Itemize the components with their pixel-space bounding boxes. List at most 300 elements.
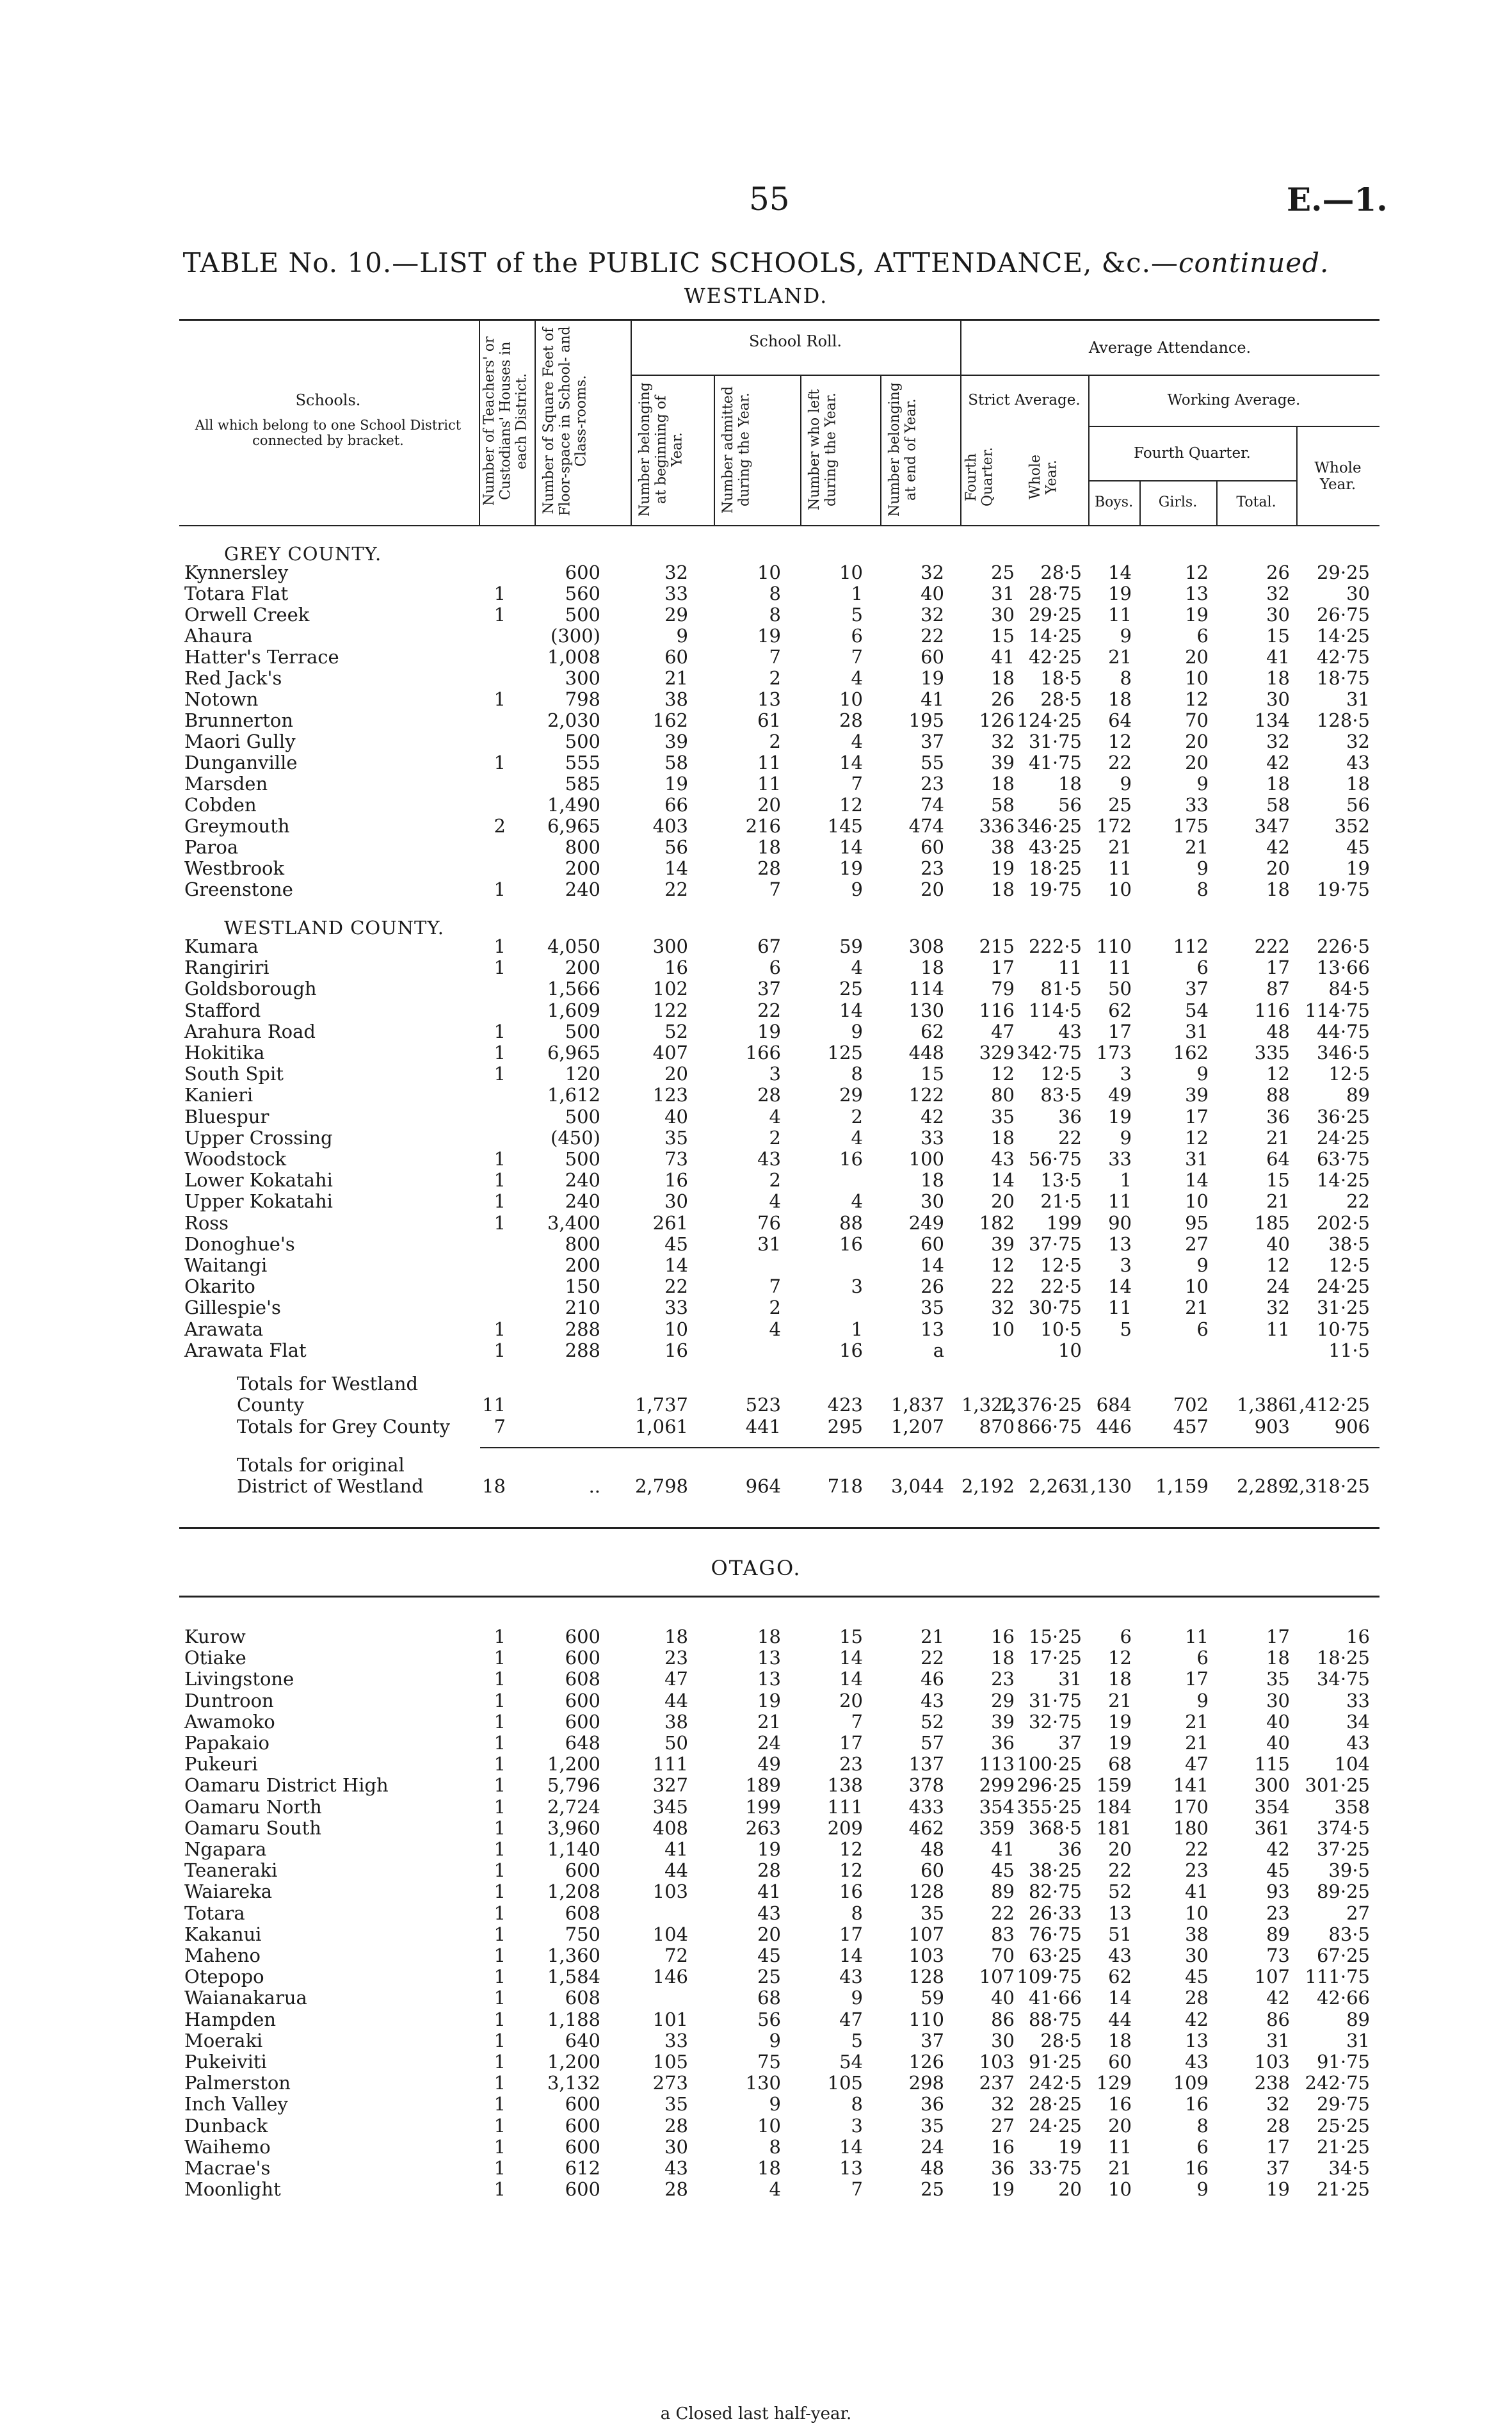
cell: 1 xyxy=(494,1647,506,1669)
cell: 9 xyxy=(1196,1254,1209,1276)
cell: 33·75 xyxy=(1028,2157,1082,2179)
cell: 31 xyxy=(1346,2029,1370,2051)
total-cell: 1,322 xyxy=(961,1394,1015,1416)
school-name: Notown xyxy=(184,688,259,710)
school-name: Kynnersley xyxy=(184,562,289,583)
school-name: Papakaio xyxy=(184,1732,269,1754)
cell: 8 xyxy=(769,604,781,626)
cell: 19 xyxy=(664,773,688,795)
school-name: Cobden xyxy=(184,794,257,816)
cell: 21 xyxy=(664,667,688,689)
cell: 20 xyxy=(1058,2178,1082,2201)
otago-row xyxy=(0,1647,1512,1669)
westland-county-row xyxy=(0,1297,1512,1318)
cell: 20 xyxy=(757,794,781,816)
cell: 4 xyxy=(769,1105,781,1128)
cell: 30 xyxy=(1266,688,1290,710)
cell: 47 xyxy=(839,2008,863,2030)
grey-county-row xyxy=(0,858,1512,879)
cell: 31 xyxy=(1266,2029,1290,2051)
cell: 84·5 xyxy=(1328,978,1370,1000)
cell: 22 xyxy=(664,1275,688,1298)
cell: 88 xyxy=(839,1211,863,1234)
totals-label: Totals for Westland County xyxy=(237,1373,419,1416)
cell: 358 xyxy=(1334,1795,1370,1818)
cell: 22 xyxy=(1108,1859,1132,1882)
cell: 16 xyxy=(1346,1626,1370,1647)
cell: 18·75 xyxy=(1316,667,1370,689)
cell: 11 xyxy=(757,752,781,773)
otago-row xyxy=(0,1690,1512,1711)
cell: 39 xyxy=(664,731,688,752)
cell: 10 xyxy=(839,688,863,710)
cell: 222 xyxy=(1254,935,1290,957)
cell: 448 xyxy=(908,1042,944,1064)
cell: 32 xyxy=(991,1297,1015,1319)
cell: 600 xyxy=(565,2114,600,2137)
school-roll-header: School Roll. xyxy=(748,332,842,350)
cell: 19 xyxy=(1108,1732,1132,1754)
school-name: Duntroon xyxy=(184,1689,274,1711)
cell: 21 xyxy=(1185,1710,1209,1733)
cell: 40 xyxy=(1266,1233,1290,1255)
cell: 122 xyxy=(652,999,688,1021)
cell: 9 xyxy=(1196,773,1209,795)
cell: 61 xyxy=(757,709,781,731)
cell: 17 xyxy=(1185,1105,1209,1128)
cell: 86 xyxy=(991,2008,1015,2030)
cell: 22 xyxy=(1058,1126,1082,1149)
cell: 14 xyxy=(839,752,863,773)
cell: 13 xyxy=(1108,1902,1132,1924)
cell: 8 xyxy=(851,1902,863,1924)
cell: 16 xyxy=(1185,2093,1209,2115)
cell: 22 xyxy=(1185,1838,1209,1860)
westland-county-row xyxy=(0,978,1512,999)
cell: 20 xyxy=(1185,646,1209,668)
cell: 14 xyxy=(839,1668,863,1690)
cell: 126 xyxy=(908,2051,944,2073)
cell: 9 xyxy=(769,2029,781,2051)
cell: 7 xyxy=(851,646,863,668)
cell: 1,208 xyxy=(547,1881,600,1903)
cell: 22 xyxy=(921,1647,944,1669)
cell: 288 xyxy=(565,1339,600,1361)
cell: 12 xyxy=(1108,731,1132,752)
cell: (300) xyxy=(551,625,600,647)
cell: 6 xyxy=(1196,1318,1209,1340)
school-name: Lower Kokatahi xyxy=(184,1169,333,1192)
cell: 170 xyxy=(1173,1795,1209,1818)
total-cell: 1,159 xyxy=(1155,1475,1209,1497)
grey-county-row xyxy=(0,816,1512,837)
otago-row xyxy=(0,2030,1512,2051)
school-name: Hatter's Terrace xyxy=(184,646,339,668)
cell: 22 xyxy=(1108,752,1132,773)
cell: 145 xyxy=(827,815,863,837)
cell: 37·75 xyxy=(1028,1233,1082,1255)
cell: 24 xyxy=(1266,1275,1290,1298)
cell: 173 xyxy=(1096,1042,1132,1064)
cell: 199 xyxy=(1046,1211,1082,1234)
cell: 57 xyxy=(921,1732,944,1754)
cell: 500 xyxy=(565,731,600,752)
cell: 15 xyxy=(921,1063,944,1085)
working-header: Working Average. xyxy=(1167,392,1301,409)
school-name: Palmerston xyxy=(184,2072,291,2094)
cell: 111·75 xyxy=(1305,1966,1370,1988)
cell: 16 xyxy=(664,1169,688,1192)
cell: 107 xyxy=(908,1923,944,1945)
cell: 21 xyxy=(1266,1126,1290,1149)
cell: 48 xyxy=(921,1838,944,1860)
cell: 1 xyxy=(494,1816,506,1839)
cell: 42 xyxy=(1266,1838,1290,1860)
total-cell: 718 xyxy=(827,1475,863,1497)
cell: 120 xyxy=(565,1063,600,1085)
cell: 36 xyxy=(921,2093,944,2115)
cell: 116 xyxy=(979,999,1015,1021)
cell: 58 xyxy=(1266,794,1290,816)
cell: 1 xyxy=(494,1774,506,1797)
cell: 1,008 xyxy=(547,646,600,668)
total-cell: 870 xyxy=(979,1416,1015,1437)
cell: 1 xyxy=(494,2008,506,2030)
cell: 1 xyxy=(851,1318,863,1340)
cell: 111 xyxy=(827,1795,863,1818)
cell: 1 xyxy=(494,2157,506,2179)
cell: 19 xyxy=(757,1020,781,1042)
cell: 750 xyxy=(565,1923,600,1945)
cell: 44 xyxy=(1108,2008,1132,2030)
cell: 20 xyxy=(1108,2114,1132,2137)
cell: 222·5 xyxy=(1028,935,1082,957)
cell: 408 xyxy=(652,1816,688,1839)
cell: 1 xyxy=(1120,1169,1132,1192)
cell: 1 xyxy=(494,604,506,626)
strict-year-header: Whole Year. xyxy=(1027,454,1060,500)
cell: 9 xyxy=(1196,857,1209,879)
school-name: Otiake xyxy=(184,1647,246,1669)
cell: 20 xyxy=(921,878,944,900)
cell: 354 xyxy=(1254,1795,1290,1818)
school-name: Arawata Flat xyxy=(184,1339,307,1361)
cell: 107 xyxy=(1254,1966,1290,1988)
cell: 40 xyxy=(991,1987,1015,2009)
grey-county-heading: GREY COUNTY. xyxy=(224,543,382,565)
cell: 35 xyxy=(664,2093,688,2115)
cell: 19·75 xyxy=(1316,878,1370,900)
cell: 21·25 xyxy=(1316,2178,1370,2201)
cell: 162 xyxy=(1173,1042,1209,1064)
cell: 361 xyxy=(1254,1816,1290,1839)
cell: 237 xyxy=(979,2072,1015,2094)
school-name: Oamaru South xyxy=(184,1816,321,1839)
cell: (450) xyxy=(551,1126,600,1149)
cell: 14 xyxy=(1108,1987,1132,2009)
cell: 31 xyxy=(1185,1148,1209,1170)
westland-county-row xyxy=(0,1042,1512,1064)
cell: 79 xyxy=(991,978,1015,1000)
cell: 19 xyxy=(1346,857,1370,879)
cell: 20 xyxy=(664,1063,688,1085)
cell: 60 xyxy=(921,1233,944,1255)
westland-county-row xyxy=(0,1085,1512,1106)
cell: 5 xyxy=(1120,1318,1132,1340)
cell: 29·75 xyxy=(1316,2093,1370,2115)
cell: 21 xyxy=(1108,1689,1132,1711)
cell: 22 xyxy=(664,878,688,900)
cell: 45 xyxy=(1266,1859,1290,1882)
cell: 43 xyxy=(1108,1945,1132,1966)
cell: 21 xyxy=(1108,836,1132,858)
cell: 41·66 xyxy=(1028,1987,1082,2009)
cell: 60 xyxy=(921,836,944,858)
cell: 150 xyxy=(565,1275,600,1298)
cell: 12 xyxy=(1185,562,1209,583)
cell: 12·5 xyxy=(1040,1254,1082,1276)
cell: 12 xyxy=(839,794,863,816)
cell: 42 xyxy=(1185,2008,1209,2030)
school-name: Donoghue's xyxy=(184,1233,295,1255)
school-name: Ross xyxy=(184,1211,229,1234)
otago-row xyxy=(0,2179,1512,2200)
cell: 14 xyxy=(1108,1275,1132,1298)
cell: 16 xyxy=(664,957,688,979)
cell: 600 xyxy=(565,1689,600,1711)
school-name: Paroa xyxy=(184,836,239,858)
cell: 300 xyxy=(1254,1774,1290,1797)
cell: 18 xyxy=(991,1126,1015,1149)
cell: 23 xyxy=(839,1753,863,1776)
cell: 35 xyxy=(921,2114,944,2137)
cell: 30 xyxy=(1185,1945,1209,1966)
cell: 31 xyxy=(991,583,1015,604)
cell: 4 xyxy=(851,667,863,689)
cell: 368·5 xyxy=(1028,1816,1082,1839)
roll-admitted-header: Number admitted during the Year. xyxy=(720,386,753,514)
cell: 18 xyxy=(1108,1668,1132,1690)
cell: 195 xyxy=(908,709,944,731)
cell: 19 xyxy=(1266,2178,1290,2201)
grey-county-row xyxy=(0,583,1512,604)
cell: 31 xyxy=(757,1233,781,1255)
school-name: Westbrook xyxy=(184,857,285,879)
cell: 55 xyxy=(921,752,944,773)
cell: 75 xyxy=(757,2051,781,2073)
cell: 40 xyxy=(1266,1732,1290,1754)
cell: 13 xyxy=(1185,2029,1209,2051)
cell: 82·75 xyxy=(1028,1881,1082,1903)
cell: 215 xyxy=(979,935,1015,957)
cell: 32 xyxy=(1346,731,1370,752)
otago-row xyxy=(0,1945,1512,1966)
cell: 41 xyxy=(1266,646,1290,668)
cell: 500 xyxy=(565,1148,600,1170)
cell: 113 xyxy=(979,1753,1015,1776)
cell: 39 xyxy=(991,1710,1015,1733)
cell: 12 xyxy=(991,1254,1015,1276)
school-name: Greenstone xyxy=(184,878,293,900)
cell: 129 xyxy=(1096,2072,1132,2094)
cell: 32 xyxy=(921,562,944,583)
cell: 355·25 xyxy=(1017,1795,1082,1818)
cell: 6,965 xyxy=(547,815,600,837)
otago-row xyxy=(0,1669,1512,1690)
cell: 202·5 xyxy=(1316,1211,1370,1234)
cell: 41 xyxy=(1185,1881,1209,1903)
schools-note: All which belong to one School District connected by bracket. xyxy=(195,417,462,449)
cell: 36 xyxy=(991,1732,1015,1754)
school-name: Marsden xyxy=(184,773,268,795)
cell: 88·75 xyxy=(1028,2008,1082,2030)
cell: 3 xyxy=(851,2114,863,2137)
cell: 2 xyxy=(769,1297,781,1319)
cell: 76·75 xyxy=(1028,1923,1082,1945)
cell: 7 xyxy=(851,773,863,795)
cell: 242·5 xyxy=(1028,2072,1082,2094)
cell: 68 xyxy=(1108,1753,1132,1776)
cell: 126 xyxy=(979,709,1015,731)
cell: 36 xyxy=(991,2157,1015,2179)
cell: 13·66 xyxy=(1316,957,1370,979)
cell: 13 xyxy=(1185,583,1209,604)
total-cell: 684 xyxy=(1096,1394,1132,1416)
cell: 35 xyxy=(921,1902,944,1924)
cell: 175 xyxy=(1173,815,1209,837)
cell: 39 xyxy=(991,1233,1015,1255)
cell: 11 xyxy=(1108,857,1132,879)
cell: 1 xyxy=(494,688,506,710)
cell: 58 xyxy=(991,794,1015,816)
cell: 28 xyxy=(1185,1987,1209,2009)
cell: 114·75 xyxy=(1305,999,1370,1021)
cell: 608 xyxy=(565,1668,600,1690)
cell: 14 xyxy=(1185,1169,1209,1192)
school-name: Moeraki xyxy=(184,2029,263,2051)
cell: 138 xyxy=(827,1774,863,1797)
cell: 3,400 xyxy=(547,1211,600,1234)
cell: 103 xyxy=(979,2051,1015,2073)
total-cell: 1,386 xyxy=(1236,1394,1290,1416)
cell: 20 xyxy=(839,1689,863,1711)
total-cell: 2,263 xyxy=(1028,1475,1082,1497)
cell: 33 xyxy=(664,2029,688,2051)
cell: 34 xyxy=(1346,1710,1370,1733)
cell: 13 xyxy=(839,2157,863,2179)
cell: 1,200 xyxy=(547,1753,600,1776)
cell: 130 xyxy=(745,2072,781,2094)
cell: 32 xyxy=(921,604,944,626)
cell: 37 xyxy=(1058,1732,1082,1754)
cell: 1 xyxy=(494,2051,506,2073)
cell: 32 xyxy=(664,562,688,583)
westland-county-row xyxy=(0,1255,1512,1276)
school-name: Kanieri xyxy=(184,1084,253,1106)
cell: 103 xyxy=(1254,2051,1290,2073)
cell: 600 xyxy=(565,1859,600,1882)
school-name: Greymouth xyxy=(184,815,290,837)
cell: 30 xyxy=(1266,1689,1290,1711)
cell: 2 xyxy=(769,731,781,752)
cell: 68 xyxy=(757,1987,781,2009)
cell: 17 xyxy=(1266,1626,1290,1647)
cell: 14 xyxy=(991,1169,1015,1192)
cell: 11 xyxy=(1108,957,1132,979)
cell: 21 xyxy=(1185,1732,1209,1754)
cell: 23 xyxy=(664,1647,688,1669)
cell: 226·5 xyxy=(1316,935,1370,957)
cell: 18 xyxy=(1266,773,1290,795)
school-name: Kurow xyxy=(184,1626,246,1647)
cell: 43 xyxy=(1058,1020,1082,1042)
cell: 29 xyxy=(839,1084,863,1106)
cell: 21 xyxy=(1266,1190,1290,1213)
cell: 1 xyxy=(494,1795,506,1818)
cell: 1 xyxy=(494,752,506,773)
total-cell: 1,737 xyxy=(634,1394,688,1416)
westland-county-row xyxy=(0,1234,1512,1255)
cell: 26·33 xyxy=(1028,1902,1082,1924)
school-name: Waianakarua xyxy=(184,1987,307,2009)
cell: 14·25 xyxy=(1028,625,1082,647)
cell: 43 xyxy=(1185,2051,1209,2073)
cell: 30·75 xyxy=(1028,1297,1082,1319)
cell: 159 xyxy=(1096,1774,1132,1797)
cell: 24 xyxy=(921,2135,944,2158)
cell: 59 xyxy=(921,1987,944,2009)
westland-county-row xyxy=(0,1191,1512,1212)
grey-county-row xyxy=(0,879,1512,900)
otago-row xyxy=(0,1860,1512,1881)
cell: 1 xyxy=(494,1987,506,2009)
cell: 1 xyxy=(494,1923,506,1945)
cell: 60 xyxy=(1108,2051,1132,2073)
title-continued: continued. xyxy=(1178,247,1330,279)
cell: 28 xyxy=(839,709,863,731)
cell: 1 xyxy=(494,2178,506,2201)
cell: 38 xyxy=(664,1710,688,1733)
teachers-header: Number of Teachers' or Custodians' Houses in each District. xyxy=(481,336,530,506)
cell: 34·5 xyxy=(1328,2157,1370,2179)
cell: 1 xyxy=(494,1945,506,1966)
cell: 137 xyxy=(908,1753,944,1776)
cell: 181 xyxy=(1096,1816,1132,1839)
cell: 49 xyxy=(757,1753,781,1776)
otago-row xyxy=(0,2051,1512,2073)
westland-county-row xyxy=(0,1170,1512,1191)
cell: 1 xyxy=(494,1838,506,1860)
cell: 25 xyxy=(921,2178,944,2201)
cell: 38·5 xyxy=(1328,1233,1370,1255)
cell: 100·25 xyxy=(1017,1753,1082,1776)
cell: 20 xyxy=(991,1190,1015,1213)
cell: 5 xyxy=(851,604,863,626)
cell: 32 xyxy=(991,731,1015,752)
totals-label: Totals for Grey County xyxy=(237,1416,450,1437)
cell: 16 xyxy=(991,2135,1015,2158)
grey-county-row xyxy=(0,752,1512,773)
cell: 200 xyxy=(565,957,600,979)
cell: 134 xyxy=(1254,709,1290,731)
cell: 1 xyxy=(494,935,506,957)
cell: 32 xyxy=(1266,2093,1290,2115)
total-cell: .. xyxy=(588,1475,600,1497)
cell: 210 xyxy=(565,1297,600,1319)
otago-row xyxy=(0,2009,1512,2030)
cell: 1 xyxy=(494,1318,506,1340)
cell: 32·75 xyxy=(1028,1710,1082,1733)
